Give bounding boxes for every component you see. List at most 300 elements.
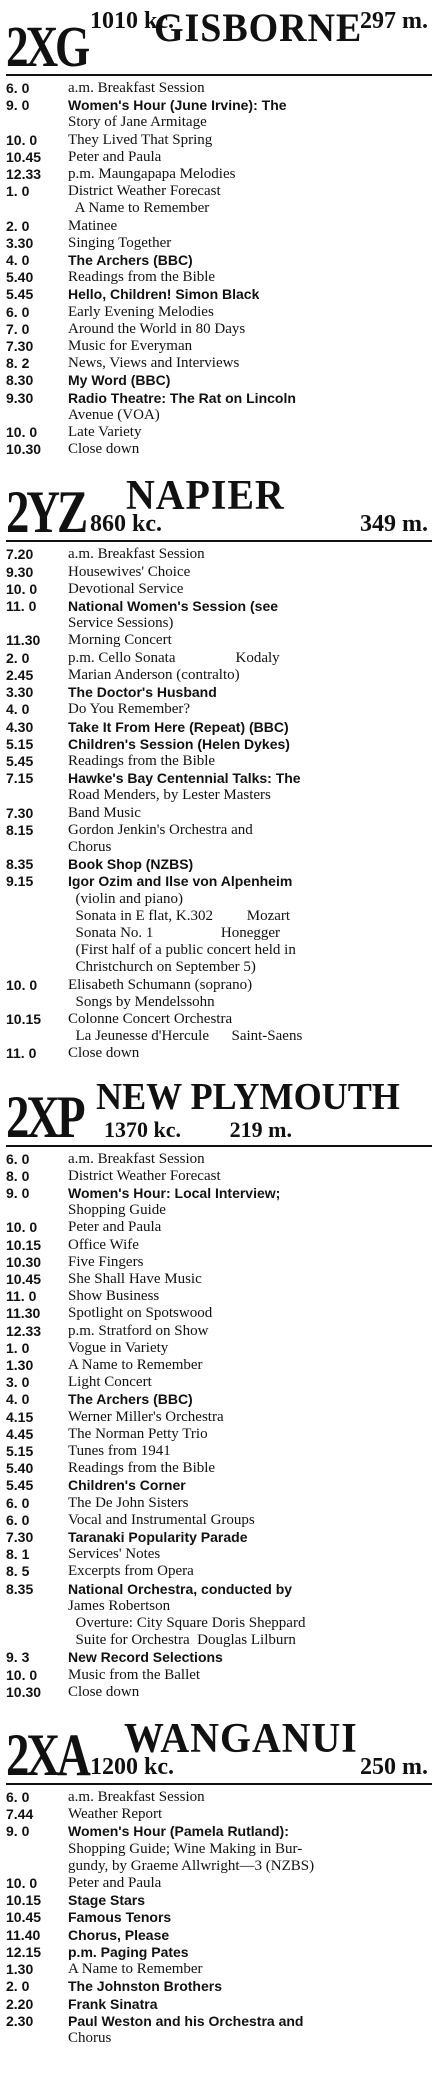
- programme-time: [6, 1028, 68, 1045]
- programme-time: 4.45: [6, 1425, 34, 1442]
- programme-row: [6, 1563, 432, 1580]
- programme-time: 8. 2: [6, 355, 30, 372]
- programme-time: 3.30: [6, 234, 34, 251]
- programme-title: Late Variety: [68, 424, 142, 441]
- programme-row: [6, 166, 432, 183]
- programme-title: Early Evening Melodies: [68, 303, 214, 320]
- programme-title: Matinee: [68, 217, 118, 234]
- programme-time: [6, 787, 68, 804]
- programme-title: Devotional Service: [68, 580, 184, 597]
- programme-title: Morning Concert: [68, 632, 172, 649]
- programme-title: a.m. Breakfast Session: [68, 1789, 205, 1806]
- station-frequency: 1010 kc.: [90, 8, 174, 34]
- programme-row: [6, 822, 432, 839]
- programme-time: 9.30: [6, 389, 34, 406]
- programme-title: Radio Theatre: The Rat on Lincoln: [68, 389, 296, 406]
- programme-title: Sonata No. 1 Honegger: [68, 924, 281, 941]
- programme-row: [6, 1909, 432, 1926]
- programme-title: Readings from the Bible: [68, 269, 216, 286]
- programme-row: [6, 1598, 432, 1615]
- programme-title: Sonata in E flat, K.302 Mozart: [68, 907, 291, 924]
- programme-row: [6, 1202, 432, 1219]
- programme-row: [6, 1374, 432, 1391]
- programme-row: [6, 632, 432, 649]
- programme-time: 6. 0: [6, 1789, 30, 1806]
- programme-row: [6, 1858, 432, 1875]
- programme-title: The Norman Petty Trio: [68, 1425, 208, 1442]
- programme-row: [6, 2030, 432, 2047]
- programme-title: Women's Hour (June Irvine): The: [68, 97, 287, 114]
- programme-row: [6, 1357, 432, 1374]
- programme-time: 4. 0: [6, 1391, 30, 1408]
- programme-list: [6, 80, 432, 458]
- programme-row: [6, 2013, 432, 2030]
- station-wavelength: 219 m.: [229, 1116, 292, 1142]
- programme-time: 6. 0: [6, 1150, 30, 1167]
- programme-time: 7.44: [6, 1806, 34, 1823]
- programme-time: 10.30: [6, 1253, 42, 1270]
- programme-row: [6, 1667, 432, 1684]
- station-frequency: 1200 kc.: [90, 1754, 174, 1781]
- programme-time: 2.30: [6, 2012, 34, 2029]
- programme-title: Peter and Paula: [68, 1875, 162, 1892]
- programme-time: 11. 0: [6, 598, 37, 615]
- programme-title: Vogue in Variety: [68, 1339, 169, 1356]
- programme-time: 9. 3: [6, 1649, 30, 1666]
- programme-time: 7.30: [6, 804, 34, 821]
- programme-row: [6, 80, 432, 97]
- programme-title: Suite for Orchestra Douglas Lilburn: [68, 1632, 296, 1649]
- programme-time: 10. 0: [6, 1219, 38, 1236]
- programme-title: Chorus: [68, 838, 112, 855]
- programme-row: [6, 1254, 432, 1271]
- programme-row: [6, 355, 432, 372]
- programme-time: 2. 0: [6, 217, 30, 234]
- programme-title: Singing Together: [68, 234, 172, 251]
- programme-time: [6, 1615, 68, 1632]
- programme-title: Book Shop (NZBS): [68, 856, 194, 873]
- programme-time: 6. 0: [6, 80, 30, 96]
- programme-row: [6, 1426, 432, 1443]
- programme-title: Story of Jane Armitage: [68, 114, 207, 131]
- programme-row: [6, 338, 432, 355]
- programme-row: [6, 1632, 432, 1649]
- programme-row: [6, 1581, 432, 1598]
- programme-time: 4. 0: [6, 252, 30, 269]
- programme-title: She Shall Have Music: [68, 1270, 202, 1287]
- programme-time: 5.15: [6, 735, 34, 752]
- programme-title: Music for Everyman: [68, 338, 193, 355]
- programme-title: Five Fingers: [68, 1253, 144, 1270]
- programme-row: [6, 1892, 432, 1909]
- programme-list: [6, 546, 432, 1062]
- programme-time: 10. 0: [6, 1875, 38, 1892]
- programme-time: [6, 942, 68, 959]
- programme-time: 4.30: [6, 718, 34, 735]
- programme-time: 10.30: [6, 441, 42, 458]
- programme-list: [6, 1789, 432, 2047]
- programme-time: 8.35: [6, 856, 34, 873]
- programme-time: [6, 908, 68, 925]
- programme-time: 10.45: [6, 148, 42, 165]
- programme-title: Close down: [68, 1045, 140, 1062]
- programme-row: [6, 1460, 432, 1477]
- station-call-sign: 2YZ: [6, 479, 86, 546]
- programme-title: News, Views and Interviews: [68, 355, 240, 372]
- programme-time: 10.15: [6, 1010, 42, 1027]
- programme-title: District Weather Forecast: [68, 1167, 221, 1184]
- programme-row: [6, 1978, 432, 1995]
- programme-time: [6, 1598, 68, 1615]
- programme-row: [6, 1185, 432, 1202]
- programme-title: National Orchestra, conducted by: [68, 1580, 293, 1597]
- programme-row: [6, 407, 432, 424]
- programme-time: 10. 0: [6, 424, 38, 441]
- programme-time: 7.15: [6, 770, 34, 787]
- programme-title: A Name to Remember: [68, 1357, 203, 1373]
- programme-time: 10.15: [6, 1236, 42, 1253]
- programme-time: 7.20: [6, 546, 34, 563]
- programme-time: 11. 0: [6, 1045, 37, 1062]
- programme-row: [6, 891, 432, 908]
- programme-title: Chorus, Please: [68, 1926, 170, 1943]
- station-2yz: [6, 472, 432, 1062]
- programme-title: Children's Session (Helen Dykes): [68, 735, 290, 752]
- programme-title: Excerpts from Opera: [68, 1563, 194, 1580]
- programme-row: [6, 1011, 432, 1028]
- programme-title: A Name to Remember: [68, 200, 210, 217]
- programme-row: [6, 1615, 432, 1632]
- programme-row: [6, 390, 432, 407]
- programme-title: Weather Report: [68, 1806, 163, 1823]
- programme-time: 2.45: [6, 666, 34, 683]
- programme-row: [6, 200, 432, 217]
- programme-title: Women's Hour (Pamela Rutland):: [68, 1823, 289, 1840]
- programme-time: 3. 0: [6, 1374, 30, 1391]
- programme-title: James Robertson: [68, 1597, 171, 1614]
- programme-title: Take It From Here (Repeat) (BBC): [68, 718, 289, 735]
- programme-title: The Archers (BBC): [68, 1391, 193, 1408]
- programme-row: [6, 1684, 432, 1701]
- programme-title: Famous Tenors: [68, 1909, 172, 1926]
- programme-title: Colonne Concert Orchestra: [68, 1010, 233, 1027]
- programme-list: [6, 1151, 432, 1702]
- programme-time: [6, 925, 68, 942]
- programme-title: Overture: City Square Doris Sheppard: [68, 1615, 306, 1632]
- programme-title: Paul Weston and his Orchestra and: [68, 2012, 304, 2029]
- programme-title: Frank Sinatra: [68, 1995, 158, 2012]
- programme-time: [6, 1202, 68, 1219]
- programme-title: Close down: [68, 441, 140, 458]
- programme-title: Readings from the Bible: [68, 1460, 216, 1477]
- programme-time: 6. 0: [6, 1511, 30, 1528]
- station-call-sign: 2XP: [6, 1083, 83, 1150]
- programme-time: 9. 0: [6, 97, 30, 114]
- programme-row: [6, 753, 432, 770]
- programme-row: [6, 942, 432, 959]
- programme-title: Peter and Paula: [68, 148, 162, 165]
- programme-time: 2. 0: [6, 649, 30, 666]
- programme-row: [6, 97, 432, 114]
- station-name: GISBORNE: [154, 5, 363, 50]
- station-header: [6, 5, 432, 79]
- programme-row: [6, 839, 432, 856]
- programme-time: [6, 407, 68, 424]
- programme-time: 1.30: [6, 1357, 34, 1373]
- programme-row: [6, 1495, 432, 1512]
- programme-row: [6, 1443, 432, 1460]
- station-wavelength: 349 m.: [360, 511, 428, 538]
- programme-title: (violin and piano): [68, 890, 183, 907]
- programme-time: 12.15: [6, 1943, 42, 1960]
- station-frequency: 860 kc.: [90, 511, 162, 538]
- programme-time: 8.35: [6, 1580, 34, 1597]
- station-call-sign: 2XA: [6, 1722, 88, 1789]
- programme-row: [6, 1219, 432, 1236]
- programme-row: [6, 1168, 432, 1185]
- programme-title: My Word (BBC): [68, 372, 171, 389]
- programme-title: gundy, by Graeme Allwright—3 (NZBS): [68, 1857, 315, 1874]
- programme-time: [6, 2030, 68, 2047]
- programme-time: 5.45: [6, 1477, 34, 1494]
- station-frequency: 1370 kc.: [104, 1116, 181, 1142]
- programme-time: 12.33: [6, 1322, 42, 1339]
- programme-row: [6, 1546, 432, 1563]
- programme-time: [6, 114, 68, 131]
- programme-time: 2. 0: [6, 1978, 30, 1995]
- programme-time: 3.30: [6, 684, 34, 701]
- programme-row: [6, 701, 432, 718]
- programme-row: [6, 908, 432, 925]
- programme-title: Hello, Children! Simon Black: [68, 286, 260, 303]
- station-wavelength: 250 m.: [360, 1754, 428, 1781]
- programme-row: [6, 1944, 432, 1961]
- programme-row: [6, 1340, 432, 1357]
- station-name: NAPIER: [126, 473, 285, 520]
- programme-time: 5.40: [6, 1460, 34, 1477]
- programme-row: [6, 269, 432, 286]
- programme-row: [6, 994, 432, 1011]
- programme-time: 12.33: [6, 166, 42, 183]
- programme-row: [6, 1823, 432, 1840]
- programme-title: Music from the Ballet: [68, 1666, 201, 1683]
- programme-time: 10. 0: [6, 1666, 38, 1683]
- programme-time: 11.40: [6, 1926, 41, 1943]
- programme-row: [6, 615, 432, 632]
- programme-time: 6. 0: [6, 1494, 30, 1511]
- station-2xg: [6, 6, 432, 458]
- programme-row: [6, 132, 432, 149]
- programme-title: Show Business: [68, 1288, 160, 1305]
- programme-time: 10. 0: [6, 580, 38, 597]
- programme-title: Elisabeth Schumann (soprano): [68, 976, 253, 993]
- programme-time: [6, 1858, 68, 1875]
- station-name: WANGANUI: [124, 1716, 358, 1763]
- programme-time: 10.45: [6, 1909, 42, 1926]
- programme-title: Taranaki Popularity Parade: [68, 1529, 248, 1546]
- programme-time: 5.40: [6, 269, 34, 286]
- programme-time: 10.15: [6, 1892, 42, 1909]
- programme-title: The Archers (BBC): [68, 252, 193, 269]
- programme-time: 9. 0: [6, 1184, 30, 1201]
- programme-title: a.m. Breakfast Session: [68, 80, 205, 96]
- programme-row: [6, 1271, 432, 1288]
- programme-time: [6, 615, 68, 632]
- programme-row: [6, 684, 432, 701]
- programme-time: 1. 0: [6, 183, 30, 200]
- programme-title: Readings from the Bible: [68, 752, 216, 769]
- programme-row: [6, 873, 432, 890]
- programme-row: [6, 372, 432, 389]
- programme-title: p.m. Paging Pates: [68, 1943, 189, 1960]
- programme-time: 10. 0: [6, 976, 38, 993]
- programme-row: [6, 1649, 432, 1666]
- programme-time: [6, 959, 68, 976]
- programme-row: [6, 114, 432, 131]
- programme-time: 8.30: [6, 372, 34, 389]
- programme-row: [6, 286, 432, 303]
- programme-row: [6, 149, 432, 166]
- programme-row: [6, 1028, 432, 1045]
- programme-title: Christchurch on September 5): [68, 959, 256, 976]
- programme-time: 9. 0: [6, 1823, 30, 1840]
- programme-row: [6, 1841, 432, 1858]
- programme-row: [6, 1151, 432, 1168]
- programme-title: a.m. Breakfast Session: [68, 546, 205, 563]
- programme-row: [6, 770, 432, 787]
- programme-row: [6, 581, 432, 598]
- programme-title: National Women's Session (see: [68, 598, 279, 615]
- programme-time: 4. 0: [6, 701, 30, 718]
- programme-row: [6, 1961, 432, 1978]
- programme-time: 4.15: [6, 1408, 34, 1425]
- programme-row: [6, 1391, 432, 1408]
- station-2xp: [6, 1077, 432, 1702]
- station-wavelength: 297 m.: [360, 8, 428, 34]
- programme-row: [6, 787, 432, 804]
- programme-title: Peter and Paula: [68, 1219, 162, 1236]
- programme-title: p.m. Maungapapa Melodies: [68, 166, 236, 183]
- programme-row: [6, 1927, 432, 1944]
- programme-row: [6, 1409, 432, 1426]
- programme-time: 9.30: [6, 563, 34, 580]
- programme-time: 8. 5: [6, 1563, 30, 1580]
- programme-row: [6, 977, 432, 994]
- programme-title: Service Sessions): [68, 615, 174, 632]
- programme-time: 7. 0: [6, 320, 30, 337]
- programme-row: [6, 1529, 432, 1546]
- programme-title: Chorus: [68, 2029, 112, 2046]
- programme-title: New Record Selections: [68, 1649, 223, 1666]
- programme-row: [6, 1237, 432, 1254]
- programme-row: [6, 321, 432, 338]
- programme-title: p.m. Stratford on Show: [68, 1322, 209, 1339]
- programme-title: Marian Anderson (contralto): [68, 666, 240, 683]
- programme-row: [6, 1305, 432, 1322]
- station-call-sign: 2XG: [6, 14, 88, 79]
- programme-time: 10. 0: [6, 131, 38, 148]
- programme-title: Light Concert: [68, 1374, 152, 1391]
- programme-time: 7.30: [6, 1529, 34, 1546]
- programme-row: [6, 925, 432, 942]
- programme-title: La Jeunesse d'Hercule Saint-Saens: [68, 1028, 303, 1045]
- programme-title: Songs by Mendelssohn: [68, 993, 215, 1010]
- station-header: [6, 1715, 432, 1789]
- radio-listings-page: [6, 6, 432, 2061]
- programme-title: Do You Remember?: [68, 701, 191, 718]
- programme-row: [6, 598, 432, 615]
- programme-row: [6, 441, 432, 458]
- programme-time: 11.30: [6, 1305, 41, 1322]
- programme-row: [6, 959, 432, 976]
- programme-time: 9.15: [6, 873, 34, 890]
- programme-title: a.m. Breakfast Session: [68, 1150, 205, 1167]
- programme-row: [6, 235, 432, 252]
- programme-title: Spotlight on Spotswood: [68, 1305, 213, 1322]
- programme-title: Tunes from 1941: [68, 1443, 171, 1460]
- programme-row: [6, 736, 432, 753]
- programme-row: [6, 304, 432, 321]
- programme-title: Housewives' Choice: [68, 563, 191, 580]
- programme-row: [6, 564, 432, 581]
- programme-title: Band Music: [68, 804, 141, 821]
- programme-time: 10.45: [6, 1270, 42, 1287]
- programme-row: [6, 424, 432, 441]
- programme-title: Hawke's Bay Centennial Talks: The: [68, 770, 301, 787]
- programme-title: p.m. Cello Sonata Kodaly: [68, 649, 280, 666]
- programme-title: Avenue (VOA): [68, 406, 160, 423]
- programme-title: Around the World in 80 Days: [68, 320, 246, 337]
- programme-title: Women's Hour: Local Interview;: [68, 1184, 281, 1201]
- programme-title: Services' Notes: [68, 1546, 161, 1563]
- programme-row: [6, 1996, 432, 2013]
- programme-title: The Johnston Brothers: [68, 1978, 223, 1995]
- programme-title: Shopping Guide; Wine Making in Bur-: [68, 1840, 303, 1857]
- station-header: [6, 1075, 432, 1150]
- programme-row: [6, 719, 432, 736]
- programme-title: They Lived That Spring: [68, 131, 213, 148]
- programme-time: 5.15: [6, 1443, 34, 1460]
- programme-row: [6, 1045, 432, 1062]
- programme-row: [6, 252, 432, 269]
- programme-time: [6, 1841, 68, 1858]
- programme-row: [6, 218, 432, 235]
- programme-time: 2.20: [6, 1995, 34, 2012]
- programme-row: [6, 1806, 432, 1823]
- programme-title: Road Menders, by Lester Masters: [68, 787, 271, 804]
- programme-title: A Name to Remember: [68, 1961, 203, 1978]
- programme-row: [6, 1875, 432, 1892]
- programme-time: [6, 1632, 68, 1649]
- programme-row: [6, 650, 432, 667]
- programme-time: 1. 0: [6, 1339, 30, 1356]
- programme-time: 8. 1: [6, 1546, 30, 1563]
- programme-row: [6, 1323, 432, 1340]
- programme-time: 7.30: [6, 338, 34, 355]
- programme-time: [6, 891, 68, 908]
- programme-title: Shopping Guide: [68, 1202, 166, 1219]
- programme-row: [6, 183, 432, 200]
- station-name: NEW PLYMOUTH: [96, 1075, 400, 1118]
- programme-time: 5.45: [6, 752, 34, 769]
- programme-time: 10.30: [6, 1683, 42, 1700]
- programme-row: [6, 805, 432, 822]
- programme-time: [6, 200, 68, 217]
- programme-row: [6, 1789, 432, 1806]
- station-header: [6, 472, 432, 546]
- programme-title: Werner Miller's Orchestra: [68, 1408, 224, 1425]
- programme-title: District Weather Forecast: [68, 183, 221, 200]
